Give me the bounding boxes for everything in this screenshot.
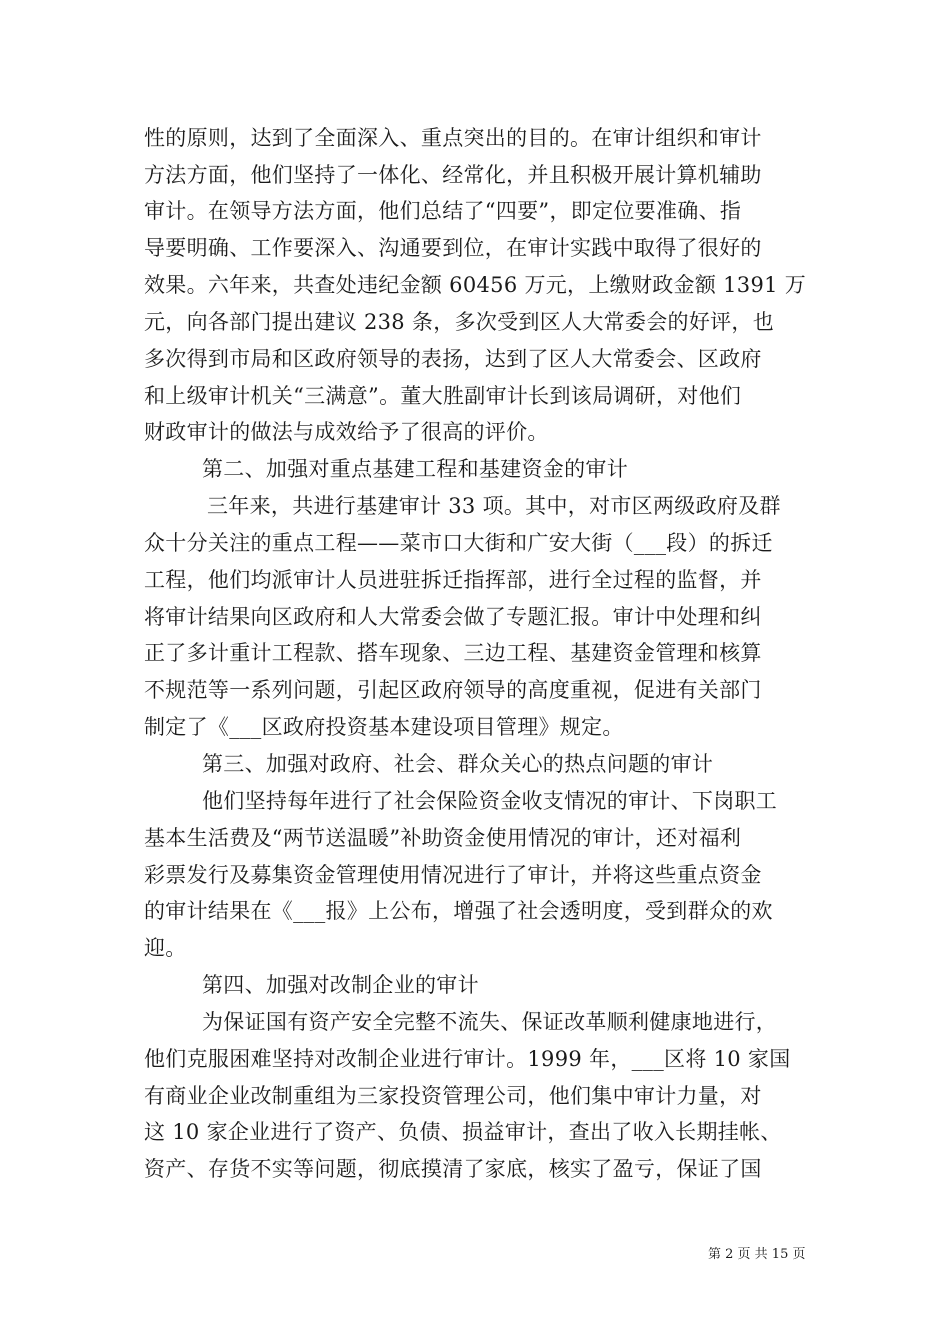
text-line: 工程，他们均派审计人员进驻拆迁指挥部，进行全过程的监督，并 xyxy=(144,568,762,592)
text-line: 方法方面，他们坚持了一体化、经常化，并且积极开展计算机辅助 xyxy=(144,163,762,187)
text-line: 有商业企业改制重组为三家投资管理公司，他们集中审计力量，对 xyxy=(144,1084,762,1108)
text-line: 审计。在领导方法方面，他们总结了“四要”，即定位要准确、指 xyxy=(144,199,742,223)
text-line: 为保证国有资产安全完整不流失、保证改革顺利健康地进行， xyxy=(202,1010,778,1034)
text-line: 效果。六年来，共查处违纪金额 60456 万元，上缴财政金额 1391 万 xyxy=(144,273,807,297)
text-line: 正了多计重计工程款、搭车现象、三边工程、基建资金管理和核算 xyxy=(144,641,762,665)
section-heading: 第四、加强对改制企业的审计 xyxy=(202,973,479,997)
section-heading: 第三、加强对政府、社会、群众关心的热点问题的审计 xyxy=(202,752,714,776)
text-line: 性的原则，达到了全面深入、重点突出的目的。在审计组织和审计 xyxy=(144,126,762,150)
text-line: 他们坚持每年进行了社会保险资金收支情况的审计、下岗职工 xyxy=(202,789,778,813)
text-line: 和上级审计机关“三满意”。董大胜副审计长到该局调研，对他们 xyxy=(144,384,742,408)
text-line: 众十分关注的重点工程——菜市口大街和广安大街（___段）的拆迁 xyxy=(144,531,773,555)
text-line: 导要明确、工作要深入、沟通要到位，在审计实践中取得了很好的 xyxy=(144,236,762,260)
text-line: 制定了《___区政府投资基本建设项目管理》规定。 xyxy=(144,715,624,739)
text-line: 的审计结果在《___报》上公布，增强了社会透明度，受到群众的欢 xyxy=(144,899,773,923)
text-line: 财政审计的做法与成效给予了很高的评价。 xyxy=(144,420,549,444)
text-line: 多次得到市局和区政府领导的表扬，达到了区人大常委会、区政府 xyxy=(144,347,762,371)
text-line: 基本生活费及“两节送温暖”补助资金使用情况的审计，还对福利 xyxy=(144,826,742,850)
section-heading: 第二、加强对重点基建工程和基建资金的审计 xyxy=(202,457,628,481)
text-line: 他们克服困难坚持对改制企业进行审计。1999 年，___区将 10 家国 xyxy=(144,1047,791,1071)
text-line: 迎。 xyxy=(144,936,187,960)
text-line: 不规范等一系列问题，引起区政府领导的高度重视，促进有关部门 xyxy=(144,678,762,702)
text-line: 三年来，共进行基建审计 33 项。其中，对市区两级政府及群 xyxy=(207,494,781,518)
text-line: 元，向各部门提出建议 238 条，多次受到区人大常委会的好评，也 xyxy=(144,310,775,334)
text-line: 将审计结果向区政府和人大常委会做了专题汇报。审计中处理和纠 xyxy=(144,605,762,629)
page-number-footer: 第 2 页 共 15 页 xyxy=(708,1247,806,1262)
text-line: 彩票发行及募集资金管理使用情况进行了审计，并将这些重点资金 xyxy=(144,863,762,887)
text-line: 这 10 家企业进行了资产、负债、损益审计，查出了收入长期挂帐、 xyxy=(144,1120,782,1144)
text-line: 资产、存货不实等问题，彻底摸清了家底，核实了盈亏，保证了国 xyxy=(144,1157,762,1181)
